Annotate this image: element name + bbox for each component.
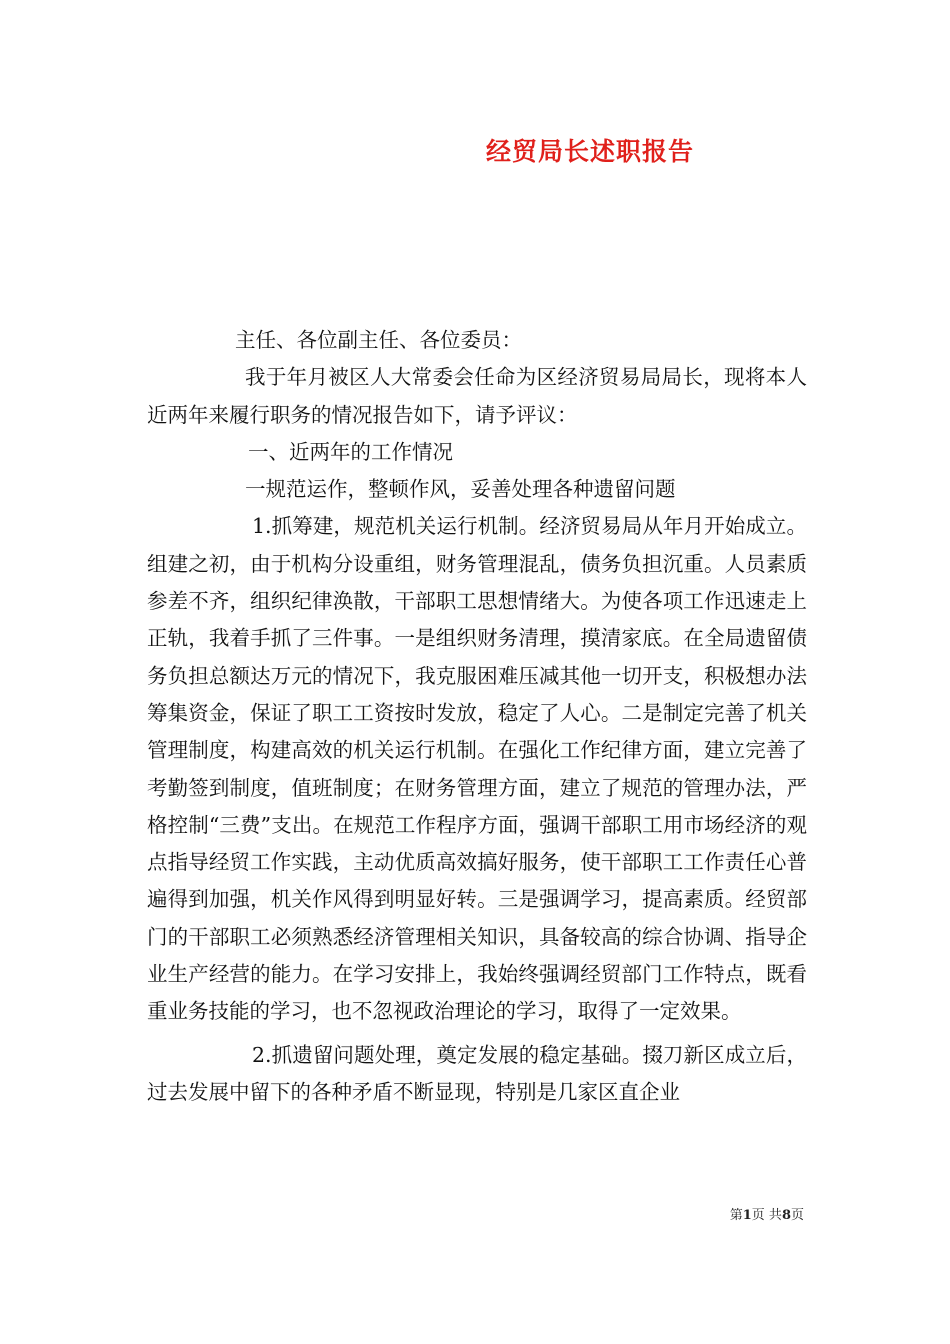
- section-heading: 一、近两年的工作情况: [248, 439, 453, 464]
- subsection-heading: 一规范运作，整顿作风，妥善处理各种遗留问题: [245, 477, 676, 502]
- paragraph-item-2: 2.抓遗留问题处理，奠定发展的稳定基础。掇刀新区成立后，过去发展中留下的各种矛盾不断显现，特别是几家区直企业: [147, 1042, 807, 1104]
- page-footer: [730, 1204, 804, 1223]
- greeting: 主任、各位副主任、各位委员：: [235, 328, 522, 352]
- document-title: 经贸局长述职报告: [485, 137, 694, 166]
- footer-page-number: 1: [742, 1208, 752, 1223]
- footer-prefix: 第: [729, 1208, 743, 1223]
- footer-total-pages: 8: [781, 1208, 791, 1223]
- paragraph-item-1: 1.抓筹建，规范机关运行机制。经济贸易局从年月开始成立。组建之初，由于机构分设重组，财务管理混乱，债务负担沉重。人员素质参差不齐，组织纪律涣散，干部职工思想情绪大。为使各项工作迅速走上正轨，我着手抓了三件事。一是组织财务清理，摸清家底。在全局遗留债务负担总额达万元的情况下，我克服困难压减其他一切开支，积极想办法筹集资金，保证了职工工资按时发放，稳定了人心。二是制定完善了机关管理制度，构建高效的机关运行机制。在强化工作纪律方面，建立完善了考勤签到制度，值班制度；在财务管理方面，建立了规范的管理办法，严格控制“三费”支出。在规范工作程序方面，强调干部职工用市场经济的观点指导经贸工作实践，主动优质高效搞好服务，使干部职工工作责任心普遍得到加强，机关作风得到明显好转。三是强调学习，提高素质。经贸部门的干部职工必须熟悉经济管理相关知识，具备较高的综合协调、指导企业生产经营的能力。在学习安排上，我始终强调经贸部门工作特点，既看重业务技能的学习，也不忽视政治理论的学习，取得了一定效果。: [147, 514, 807, 1024]
- footer-middle: 页 共: [751, 1208, 782, 1223]
- document-body: [147, 322, 807, 1111]
- paragraph-intro: 我于年月被区人大常委会任命为区经济贸易局局长，现将本人近两年来履行职务的情况报告如下，请予评议：: [147, 365, 807, 427]
- footer-suffix: 页: [790, 1208, 804, 1223]
